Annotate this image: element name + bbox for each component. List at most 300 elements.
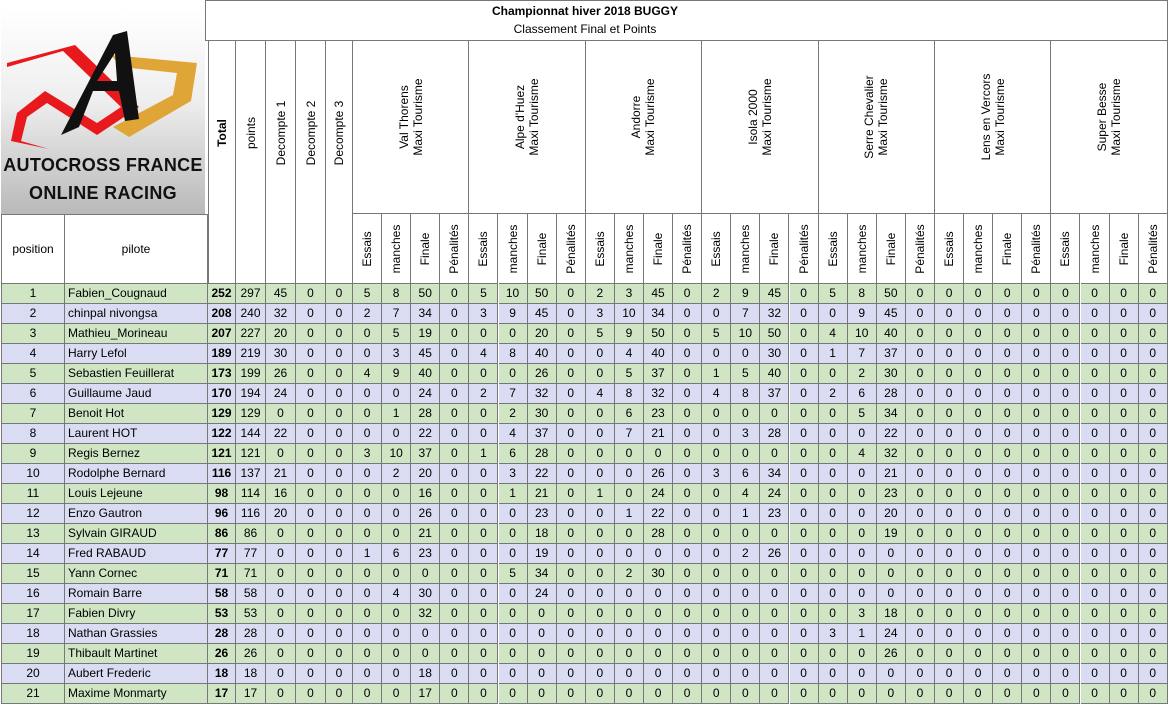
decompte-2-cell: 0 [296,424,326,444]
result-cell: 0 [819,524,848,544]
result-cell: 0 [1139,524,1168,544]
race-type: Maxi Tourisme [643,78,658,156]
position-cell: 12 [1,504,65,524]
race-type: Maxi Tourisme [527,78,542,156]
result-cell: 0 [993,664,1022,684]
result-cell: 1 [731,504,760,524]
result-cell: 0 [440,444,469,464]
race-subheader [848,214,877,284]
result-cell: 0 [440,384,469,404]
result-cell: 0 [906,604,935,624]
result-cell: 0 [819,364,848,384]
result-cell: 0 [964,624,993,644]
result-cell: 2 [586,284,615,304]
result-cell: 2 [819,384,848,404]
decompte-2-cell: 0 [296,624,326,644]
race-subheader [411,214,440,284]
result-cell: 0 [1110,384,1139,404]
result-cell: 24 [644,484,673,504]
result-cell: 0 [1051,684,1080,704]
result-cell: 0 [586,564,615,584]
result-cell: 30 [644,564,673,584]
pilote-cell: Rodolphe Bernard [65,464,208,484]
logo-text-line1: AUTOCROSS FRANCE [3,155,203,175]
result-cell: 0 [528,644,557,664]
result-cell: 0 [1110,644,1139,664]
result-cell: 0 [993,384,1022,404]
result-cell: 0 [440,504,469,524]
result-cell: 2 [499,404,528,424]
total-cell: 208 [208,304,236,324]
result-cell: 26 [644,464,673,484]
decompte-1-cell: 0 [266,564,296,584]
pilote-cell: Regis Bernez [65,444,208,464]
result-cell: 0 [877,664,906,684]
result-cell: 18 [877,604,906,624]
race-header [586,41,702,214]
decompte-1-cell: 30 [266,344,296,364]
page-title: Championnat hiver 2018 BUGGY [491,4,679,18]
header-points-label: points [243,116,258,149]
result-cell: 0 [586,344,615,364]
race-subheader [964,214,993,284]
result-cell: 0 [906,664,935,684]
result-cell: 0 [790,444,819,464]
result-cell: 0 [615,544,644,564]
result-cell: 0 [557,624,586,644]
result-cell: 0 [673,484,702,504]
result-cell: 0 [906,544,935,564]
header-total [208,41,236,284]
result-cell: 3 [615,284,644,304]
result-cell: 34 [760,464,789,484]
result-cell: 0 [819,304,848,324]
result-cell: 0 [673,524,702,544]
result-cell: 0 [440,424,469,444]
pilote-cell: Romain Barre [65,584,208,604]
result-cell: 0 [440,604,469,624]
race-header [935,41,1051,214]
result-cell: 0 [499,364,528,384]
result-cell: 0 [964,404,993,424]
result-cell: 4 [702,384,731,404]
result-cell: 0 [1022,644,1051,664]
result-cell: 0 [1022,304,1051,324]
result-cell: 0 [906,364,935,384]
result-cell: 0 [935,324,964,344]
result-cell: 6 [731,464,760,484]
result-cell: 0 [557,484,586,504]
points-cell: 199 [236,364,266,384]
result-cell: 0 [586,544,615,564]
result-cell: 0 [382,624,411,644]
result-cell: 0 [906,324,935,344]
race-subheader-label: Essais [476,230,491,267]
result-cell: 32 [644,384,673,404]
race-subheader-label: Pénalités [1145,223,1160,274]
points-cell: 17 [236,684,266,704]
race-header-label [746,78,774,155]
race-subheader [1081,214,1110,284]
result-cell: 0 [440,464,469,484]
race-header-label [397,78,425,155]
result-cell: 0 [790,424,819,444]
decompte-2-cell: 0 [296,284,326,304]
result-cell: 0 [469,524,498,544]
race-subheader-label: manches [1087,224,1102,273]
result-cell: 0 [819,584,848,604]
result-cell: 0 [702,624,731,644]
result-cell: 0 [993,344,1022,364]
result-cell: 0 [1110,424,1139,444]
result-cell: 0 [790,644,819,664]
position-cell: 18 [1,624,65,644]
result-cell: 0 [993,364,1022,384]
total-cell: 53 [208,604,236,624]
race-subheader [731,214,760,284]
result-cell: 0 [1022,604,1051,624]
result-cell: 0 [1081,444,1110,464]
result-cell: 0 [935,584,964,604]
result-cell: 0 [673,684,702,704]
result-cell: 0 [1022,484,1051,504]
result-cell: 0 [1051,604,1080,624]
result-cell: 0 [1051,624,1080,644]
result-cell: 0 [935,444,964,464]
result-cell: 0 [1110,524,1139,544]
result-cell: 0 [382,504,411,524]
result-cell: 0 [673,384,702,404]
result-cell: 0 [1110,664,1139,684]
result-cell: 0 [993,324,1022,344]
race-type: Maxi Tourisme [410,78,425,156]
decompte-1-cell: 24 [266,384,296,404]
result-cell: 0 [964,304,993,324]
result-cell: 19 [411,324,440,344]
result-cell: 0 [702,604,731,624]
total-cell: 18 [208,664,236,684]
result-cell: 0 [673,424,702,444]
position-cell: 2 [1,304,65,324]
result-cell: 50 [877,284,906,304]
header-decompte-1 [266,41,296,284]
result-cell: 0 [1139,684,1168,704]
result-cell: 20 [877,504,906,524]
result-cell: 0 [382,384,411,404]
result-cell: 30 [760,344,789,364]
result-cell: 23 [411,544,440,564]
result-cell: 4 [382,584,411,604]
result-cell: 0 [1110,324,1139,344]
result-cell: 0 [382,684,411,704]
result-cell: 0 [993,564,1022,584]
race-name: Andorre [629,95,644,139]
result-cell: 28 [528,444,557,464]
result-cell: 0 [586,404,615,424]
result-cell: 37 [877,344,906,364]
result-cell: 2 [615,564,644,584]
result-cell: 10 [615,304,644,324]
result-cell: 45 [760,284,789,304]
result-cell: 0 [1022,464,1051,484]
race-name: Super Besse [1095,82,1110,152]
decompte-3-cell: 0 [326,564,353,584]
result-cell: 0 [819,424,848,444]
result-cell: 0 [644,604,673,624]
result-cell: 0 [557,644,586,664]
result-cell: 0 [673,584,702,604]
result-cell: 5 [469,284,498,304]
result-cell: 9 [848,304,877,324]
result-cell: 0 [673,444,702,464]
result-cell: 0 [499,624,528,644]
decompte-3-cell: 0 [326,424,353,444]
result-cell: 21 [528,484,557,504]
pilote-cell: Thibault Martinet [65,644,208,664]
header-decompte-3-label: Decompte 3 [332,100,346,166]
result-cell: 0 [644,664,673,684]
result-cell: 0 [993,404,1022,424]
decompte-3-cell: 0 [326,324,353,344]
race-subheader-label: Pénalités [563,223,578,274]
header-points [236,41,266,284]
result-cell: 0 [760,684,789,704]
header-decompte-3 [326,41,353,284]
result-cell: 0 [1139,604,1168,624]
result-cell: 0 [1051,424,1080,444]
result-cell: 8 [499,344,528,364]
result-cell: 6 [499,444,528,464]
header-decompte-1-label: Decompte 1 [273,100,288,166]
result-cell: 1 [819,344,848,364]
result-cell: 0 [731,584,760,604]
result-cell: 0 [935,484,964,504]
result-cell: 24 [760,484,789,504]
result-cell: 0 [1081,684,1110,704]
result-cell: 10 [731,324,760,344]
result-cell: 0 [586,524,615,544]
decompte-1-cell: 0 [266,644,296,664]
decompte-3-cell: 0 [326,544,353,564]
race-name: Isola 2000 [745,88,760,145]
total-cell: 252 [208,284,236,304]
result-cell: 4 [469,344,498,364]
result-cell: 0 [557,424,586,444]
result-cell: 17 [411,684,440,704]
points-cell: 18 [236,664,266,684]
result-cell: 0 [1139,384,1168,404]
result-cell: 4 [499,424,528,444]
result-cell: 0 [557,464,586,484]
result-cell: 0 [557,604,586,624]
result-cell: 1 [499,484,528,504]
result-cell: 0 [469,584,498,604]
result-cell: 0 [964,604,993,624]
result-cell: 0 [1139,444,1168,464]
result-cell: 0 [557,384,586,404]
decompte-3-cell: 0 [326,464,353,484]
pilote-cell: Aubert Frederic [65,664,208,684]
result-cell: 50 [528,284,557,304]
result-cell: 0 [1139,644,1168,664]
result-cell: 5 [499,564,528,584]
result-cell: 0 [673,504,702,524]
result-cell: 6 [848,384,877,404]
page-subtitle: Classement Final et Points [513,22,657,36]
result-cell: 0 [353,684,382,704]
result-cell: 0 [790,584,819,604]
result-cell: 0 [964,384,993,404]
position-cell: 8 [1,424,65,444]
result-cell: 22 [411,424,440,444]
result-cell: 50 [411,284,440,304]
result-cell: 0 [935,404,964,424]
result-cell: 0 [1022,444,1051,464]
race-subheader [993,214,1022,284]
result-cell: 0 [353,564,382,584]
race-subheader-label: Pénalités [796,223,811,274]
result-cell: 0 [557,364,586,384]
result-cell: 0 [557,664,586,684]
race-subheader-label: Finale [767,232,782,265]
result-cell: 5 [353,284,382,304]
result-cell: 0 [1081,284,1110,304]
result-cell: 0 [731,344,760,364]
decompte-1-cell: 0 [266,584,296,604]
result-cell: 9 [499,304,528,324]
result-cell: 40 [411,364,440,384]
result-cell: 37 [528,424,557,444]
header-total-label: Total [215,119,229,147]
decompte-3-cell: 0 [326,344,353,364]
race-subheader-label: manches [854,224,869,273]
result-cell: 0 [499,324,528,344]
decompte-3-cell: 0 [326,404,353,424]
result-cell: 0 [935,644,964,664]
result-cell: 0 [644,644,673,664]
race-subheader [1022,214,1051,284]
result-cell: 0 [1051,344,1080,364]
result-cell: 0 [1110,684,1139,704]
result-cell: 0 [731,664,760,684]
result-cell: 8 [848,284,877,304]
decompte-3-cell: 0 [326,584,353,604]
result-cell: 0 [1081,604,1110,624]
result-cell: 0 [702,424,731,444]
result-cell: 0 [702,504,731,524]
result-cell: 0 [1139,464,1168,484]
race-subheader [702,214,731,284]
result-cell: 0 [440,664,469,684]
result-cell: 0 [499,664,528,684]
race-subheader-label: Finale [651,232,666,265]
decompte-1-cell: 21 [266,464,296,484]
result-cell: 0 [906,464,935,484]
pilote-cell: Sylvain GIRAUD [65,524,208,544]
result-cell: 0 [790,304,819,324]
points-cell: 137 [236,464,266,484]
result-cell: 0 [993,504,1022,524]
result-cell: 0 [382,524,411,544]
result-cell: 0 [848,504,877,524]
position-cell: 14 [1,544,65,564]
result-cell: 0 [877,684,906,704]
result-cell: 0 [1110,464,1139,484]
result-cell: 0 [1110,624,1139,644]
result-cell: 5 [702,324,731,344]
result-cell: 10 [382,444,411,464]
result-cell: 0 [1110,344,1139,364]
result-cell: 0 [469,544,498,564]
result-cell: 0 [586,624,615,644]
result-cell: 0 [1051,384,1080,404]
result-cell: 6 [615,404,644,424]
race-subheader-label: Essais [942,230,957,267]
result-cell: 0 [731,404,760,424]
result-cell: 0 [964,684,993,704]
result-cell: 0 [964,584,993,604]
result-cell: 0 [702,684,731,704]
result-cell: 0 [586,464,615,484]
result-cell: 0 [906,424,935,444]
result-cell: 0 [1139,424,1168,444]
result-cell: 0 [731,444,760,464]
result-cell: 0 [993,604,1022,624]
result-cell: 9 [382,364,411,384]
result-cell: 0 [906,684,935,704]
result-cell: 0 [673,304,702,324]
decompte-3-cell: 0 [326,684,353,704]
result-cell: 0 [906,344,935,364]
result-cell: 0 [1110,504,1139,524]
result-cell: 3 [731,424,760,444]
result-cell: 4 [353,364,382,384]
result-cell: 22 [877,424,906,444]
result-cell: 0 [906,484,935,504]
result-cell: 0 [1022,284,1051,304]
result-cell: 0 [964,504,993,524]
result-cell: 0 [528,664,557,684]
result-cell: 0 [819,664,848,684]
result-cell: 0 [615,444,644,464]
result-cell: 0 [1081,504,1110,524]
result-cell: 0 [731,564,760,584]
result-cell: 4 [615,344,644,364]
points-cell: 121 [236,444,266,464]
result-cell: 0 [993,304,1022,324]
result-cell: 0 [993,284,1022,304]
result-cell: 37 [411,444,440,464]
result-cell: 0 [586,444,615,464]
total-cell: 96 [208,504,236,524]
points-cell: 114 [236,484,266,504]
result-cell: 0 [790,504,819,524]
decompte-3-cell: 0 [326,504,353,524]
race-subheader-label: manches [621,224,636,273]
result-cell: 3 [586,304,615,324]
position-cell: 19 [1,644,65,664]
decompte-1-cell: 0 [266,684,296,704]
decompte-3-cell: 0 [326,364,353,384]
result-cell: 0 [673,604,702,624]
result-cell: 0 [1022,344,1051,364]
result-cell: 0 [964,424,993,444]
result-cell: 0 [469,504,498,524]
race-subheader [440,214,469,284]
position-cell: 21 [1,684,65,704]
decompte-2-cell: 0 [296,344,326,364]
decompte-1-cell: 32 [266,304,296,324]
